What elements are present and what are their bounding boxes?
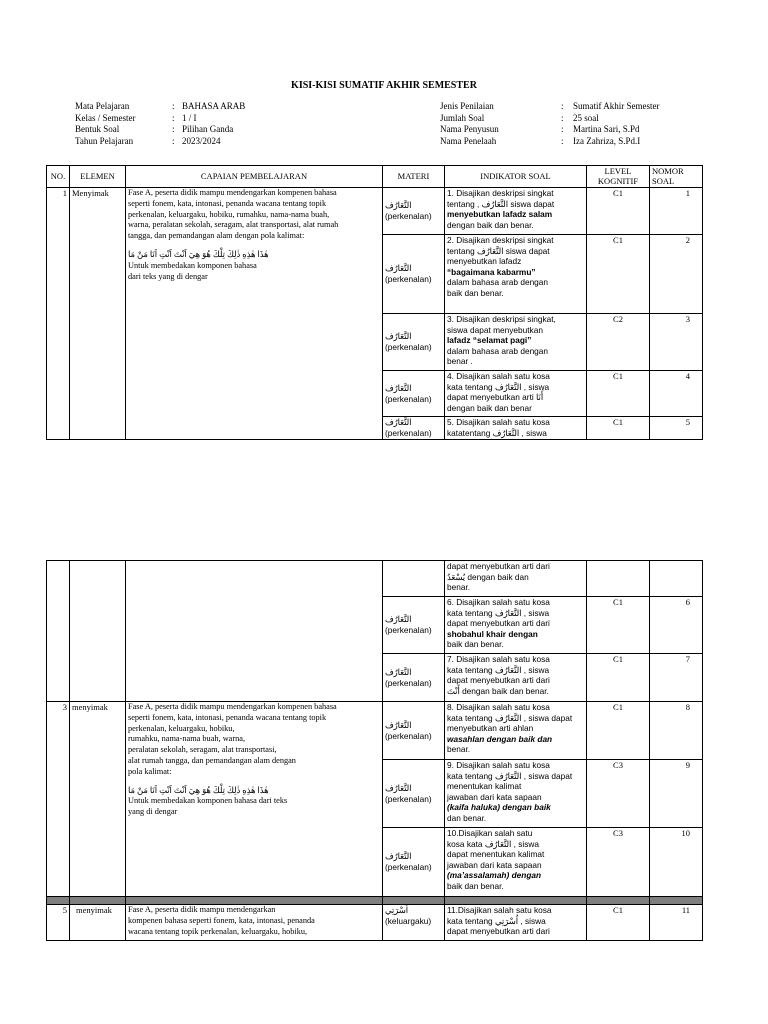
header-elemen: ELEMEN [70,166,126,188]
ind-line: tentang التَّعَارُف siswa dapat [447,245,550,256]
level-cell: C1 [587,702,650,760]
indikator-cell [445,905,587,941]
ind-line: (kaifa haluka) dengan baik [447,802,551,812]
info-label: Nama Penyusun [440,124,499,134]
ind-line: 7. Disajikan salah satu kosa [447,654,550,664]
table-row [47,561,703,597]
materi-cell [383,417,445,440]
row-number: 1 [47,188,70,440]
separator-cell [445,897,587,905]
materi-label: (perkenalan) [385,211,432,221]
info-row-year [75,136,245,148]
table-header-row [47,166,703,188]
ind-line: dalam bahasa arab dengan [447,277,549,287]
info-row-reviewer [440,136,660,148]
cp-arabic: هٰذَا هٰذِهِ ذٰلِكَ تِلْكَ هُوَ هِيَ اَنْتَ اَنْتِ اَنَا مَنْ مَا [128,785,269,795]
materi-label: (keluargaku) [385,916,432,926]
nomor-cell: 11 [650,905,703,941]
ind-line: 10.Disajikan salah satu [447,828,533,838]
cp-line: alat rumah tangga, dan pemandangan alam dengan [128,755,296,765]
info-row-assessment [440,101,660,113]
cp-line: yang di dengar [128,807,178,817]
ind-line: menyebutkan lafadz [447,256,522,266]
ind-line: shobahul khair dengan [447,628,538,639]
info-label: Jumlah Soal [440,112,485,123]
ind-line: kata tentang التَّعَارُف , siswa dapat [447,770,573,781]
cp-line: Untuk membedakan komponen bahasa dari teks [128,796,288,806]
ind-line: kata tentang التَّعَارُف , siswa [447,664,550,675]
materi-arabic: التَّعَارُف [385,200,412,210]
ind-line: يُسْعَدُ dengan baik dan [447,571,529,582]
cp-line: perkenalan, keluargaku, hobiku, [128,723,235,733]
ind-line-bold: menyebutkan lafadz salam [447,209,553,219]
cp-line: seperti fonem, kata, intonasi, penanda wacana tentang topik [128,712,327,722]
colon: : [561,101,564,111]
capaian-cell [126,561,383,702]
materi-label: (perkenalan) [385,793,432,804]
ind-line: dapat menyebutkan arti dari [447,675,550,685]
ind-line: أَنْتَ dengan baik dan benar. [447,685,549,696]
materi-cell [383,702,445,760]
info-label: Kelas / Semester [75,112,136,123]
ind-line: 2. Disajikan deskripsi singkat [447,235,554,245]
ind-line: 5. Disajikan salah satu kosa [447,417,550,427]
cp-line: peralatan sekolah, seragam, alat transportasi, [128,745,277,755]
nomor-cell: 8 [650,702,703,760]
info-right [440,101,660,147]
colon: : [172,124,175,134]
info-label: Tahun Pelajaran [75,135,134,146]
ind-line: kata tentang التَّعَارُف , siswa [447,381,550,392]
nomor-cell: 6 [650,597,703,654]
capaian-cell [126,702,383,897]
level-cell: C1 [587,654,650,702]
table-row [47,702,703,760]
nomor-cell: 7 [650,654,703,702]
ind-line: “bagaimana kabarmu” [447,266,536,277]
row-number [47,561,70,702]
header-nomor: NOMOR SOAL [650,166,703,188]
indikator-cell [445,371,587,417]
info-value: Sumatif Akhir Semester [573,101,660,111]
cp-line: tangga, dan pemandangan alam dengan pola kalimat: [128,231,305,241]
cp-line: Fase A, peserta didik mampu mendengarkan kompenen bahasa [128,188,337,197]
colon: : [172,101,175,111]
ind-line: kosa kata التَّعَارُف , siswa [447,838,539,849]
nomor-cell: 1 [650,188,703,235]
info-label: Bentuk Soal [75,124,120,134]
ind-line: 3. Disajikan deskripsi singkat, [447,314,556,324]
ind-line: baik dan benar. [447,639,504,649]
materi-label: (perkenalan) [385,428,432,438]
header-capaian: CAPAIAN PEMBELAJARAN [126,166,383,188]
level-cell: C3 [587,828,650,897]
ind-line: 6. Disajikan salah satu kosa [447,597,550,607]
level-cell [587,561,650,597]
materi-cell [383,828,445,897]
indikator-cell [445,597,587,654]
cp-line: Fase A, peserta didik mampu mendengarkan kompenen bahasa [128,702,337,711]
indikator-cell [445,188,587,235]
materi-cell [383,905,445,941]
separator-cell [650,897,703,905]
materi-cell [383,188,445,235]
indikator-cell [445,654,587,702]
colon: : [172,135,175,146]
row-elemen: Menyimak [70,188,126,440]
cp-line: dari teks yang di dengar [128,271,208,281]
level-cell: C1 [587,597,650,654]
materi-arabic: اُسْرَتِي [385,905,409,915]
indikator-cell [445,760,587,828]
indikator-cell [445,314,587,371]
nomor-cell: 10 [650,828,703,897]
info-value: Pilihan Ganda [182,124,234,134]
nomor-cell: 3 [650,314,703,371]
indikator-cell [445,828,587,897]
info-value: 25 soal [573,112,599,123]
table-row [47,188,703,235]
level-cell: C3 [587,760,650,828]
separator-row [47,897,703,905]
materi-label: (perkenalan) [385,677,432,688]
cp-line: wacana tentang topik perkenalan, keluargaku, hobiku, [128,926,308,936]
colon: : [561,124,564,134]
ind-line: jawaban dari kata sapaan [447,791,542,802]
cp-line: Fase A, peserta didik mampu mendengarkan [128,905,276,914]
separator-cell [126,897,383,905]
nomor-cell: 2 [650,235,703,314]
row-elemen: menyimak [70,702,126,897]
info-row-subject [75,101,245,113]
cp-line: seperti fonem, kata, intonasi, penanda wacana tentang topik [128,198,327,208]
materi-arabic: التَّعَارُف [385,382,412,393]
level-cell: C1 [587,235,650,314]
ind-line: baik dan benar. [447,880,504,891]
ind-line: 4. Disajikan salah satu kosa [447,371,550,381]
ind-line: dapat menyebutkan arti أَنَا [447,392,544,402]
capaian-cell [126,188,383,440]
colon: : [172,112,175,123]
ind-line: wasahlan dengan baik dan [447,733,553,744]
info-value: Iza Zahriza, S.Pd.I [573,135,641,146]
level-cell: C1 [587,905,650,941]
separator-cell [70,897,126,905]
ind-line: kata tentang اُسْرَتِي , siswa [447,915,546,926]
materi-label: (perkenalan) [385,730,432,741]
ind-line: dapat menentukan kalimat [447,849,545,859]
table-row [47,905,703,941]
row-elemen: menyimak [70,905,126,941]
ind-line [447,209,584,220]
cp-line: kompenen bahasa seperti fonem, kata, intonasi, penanda [128,915,315,925]
grid-table-page1 [46,165,703,440]
info-value: Martina Sari, S.Pd [573,124,640,134]
cp-line: Untuk membedakan komponen bahasa [128,260,257,270]
header-materi: MATERI [383,166,445,188]
ind-line: benar. [447,582,471,592]
ind-line: dapat menyebutkan arti dari [447,926,550,936]
materi-cell [383,235,445,314]
cp-line: perkenalan, keluargaku, hobiku, rumahku, nama-nama buah, [128,209,330,219]
indikator-cell [445,561,587,597]
header-no: NO. [47,166,70,188]
document-title: KISI-KISI SUMATIF AKHIR SEMESTER [291,80,477,91]
materi-cell [383,314,445,371]
ind-line: 8. Disajikan salah satu kosa [447,702,550,712]
materi-label: (perkenalan) [385,342,432,352]
info-label: Jenis Penilaian [440,101,494,111]
materi-arabic: التَّعَارُف [385,263,412,273]
materi-cell [383,760,445,828]
info-row-class [75,113,245,125]
materi-cell [383,597,445,654]
header-level: LEVEL KOGNITIF [587,166,650,188]
materi-label: (perkenalan) [385,862,432,872]
materi-label: (perkenalan) [385,393,432,404]
ind-line: lafadz “selamat pagi” [447,335,532,345]
ind-line: katatentang التَّعَارُف , siswa [447,427,547,438]
level-cell: C1 [587,371,650,417]
colon: : [561,112,564,123]
ind-line: dan benar. [447,812,487,823]
nomor-cell [650,561,703,597]
materi-arabic: التَّعَارُف [385,719,412,730]
nomor-cell: 9 [650,760,703,828]
ind-line: benar . [447,356,473,366]
row-number: 5 [47,905,70,941]
materi-arabic: التَّعَارُف [385,666,412,677]
colon: : [561,135,564,146]
separator-cell [587,897,650,905]
materi-cell [383,561,445,597]
separator-cell [383,897,445,905]
ind-line: dapat menyebutkan arti dari [447,618,550,628]
materi-arabic: التَّعَارُف [385,331,412,341]
ind-line: baik dan benar. [447,287,504,298]
ind-line: kata tentang التَّعَارُف , siswa [447,607,550,618]
cp-line: warna, peralatan sekolah, seragam, alat transportasi, alat rumah [128,220,339,230]
info-label: Nama Penelaah [440,135,497,146]
indikator-cell [445,417,587,440]
ind-line: jawaban dari kata sapaan [447,859,542,870]
info-label: Mata Pelajaran [75,101,130,111]
materi-arabic: التَّعَارُف [385,851,412,861]
materi-cell [383,371,445,417]
capaian-cell [126,905,383,941]
materi-cell [383,654,445,702]
level-cell: C1 [587,417,650,440]
ind-line: menyebutkan arti ahlan [447,723,534,733]
info-row-count [440,113,660,125]
header-indikator: INDIKATOR SOAL [445,166,587,188]
info-value: 1 / I [182,112,197,123]
ind-line: (ma’assalamah) dengan [447,870,542,880]
ind-line: kata tentang التَّعَارُف , siswa dapat [447,712,573,723]
cp-line: rumahku, nama-nama buah, warna, [128,734,246,744]
info-row-form [75,124,245,136]
ind-line: dengan baik dan benar. [447,219,534,230]
nomor-cell: 5 [650,417,703,440]
info-left [75,101,245,147]
cp-arabic: هٰذَا هٰذِهِ ذٰلِكَ تِلْكَ هُوَ هِيَ اَنْتَ اَنْتِ اَنَا مَنْ مَا [128,249,269,259]
ind-line: 11.Disajikan salah satu kosa [447,905,552,915]
ind-line: 1. Disajikan deskripsi singkat [447,188,554,198]
nomor-cell: 4 [650,371,703,417]
materi-arabic: التَّعَارُف [385,782,412,793]
info-value: BAHASA ARAB [182,101,246,111]
ind-line: dapat menyebutkan arti dari [447,561,550,571]
indikator-cell [445,235,587,314]
grid-table-page2 [46,560,703,941]
separator-cell [47,897,70,905]
ind-line: benar. [447,744,471,754]
ind-line: tentang , التَّعَارُف siswa dapat [447,198,555,209]
ind-line: menentukan kalimat [447,781,522,791]
row-number: 3 [47,702,70,897]
ind-line: dengan baik dan benar [447,402,532,413]
level-cell: C2 [587,314,650,371]
materi-label: (perkenalan) [385,625,432,635]
cp-line: pola kalimat: [128,766,172,776]
info-row-author [440,124,660,136]
info-value: 2023/2024 [182,135,221,146]
level-cell: C1 [587,188,650,235]
row-elemen [70,561,126,702]
ind-line: siswa dapat menyebutkan [447,324,543,335]
ind-line: 9. Disajikan salah satu kosa [447,760,550,770]
materi-label: (perkenalan) [385,274,432,284]
ind-line: dalam bahasa arab dengan [447,345,549,356]
materi-arabic: التَّعَارُف [385,417,412,427]
materi-arabic: التَّعَارُف [385,614,412,624]
indikator-cell [445,702,587,760]
